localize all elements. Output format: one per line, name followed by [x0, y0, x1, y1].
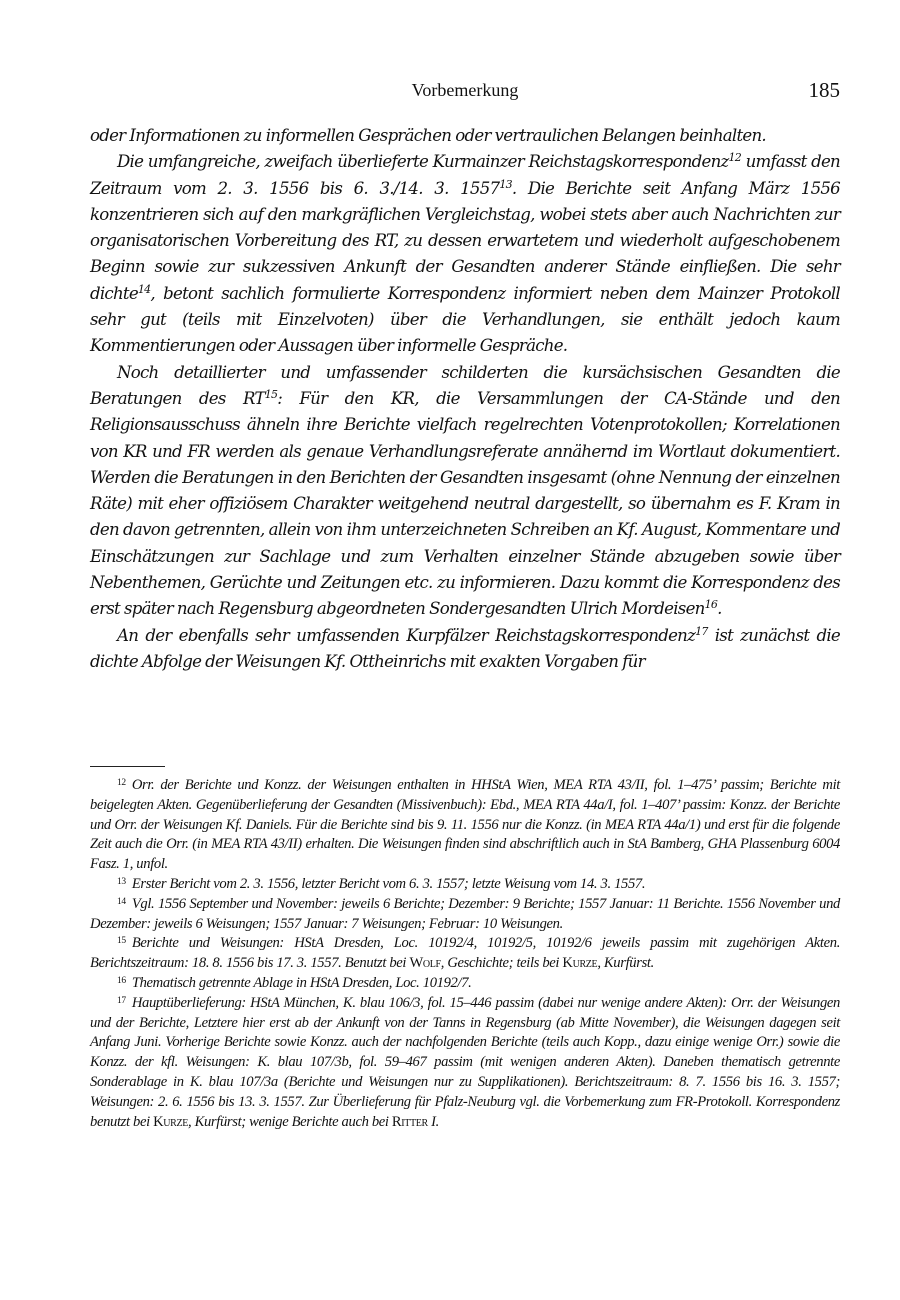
- paragraph-continuation: [90, 123, 840, 149]
- paragraph-text: umfasst den Zeitraum vom 2. 3. 1556 bis 6. 3./14. 3. 1557: [90, 152, 840, 198]
- footnote-text: Erster Bericht vom 2. 3. 1556, letzter Bericht vom 6. 3. 1557; letzte Weisung vom 14. 3. 1557.: [131, 875, 646, 892]
- footnote-text: Hauptüberlieferung: HStA München, K. blau 106/3, fol. 15–446 passim (dabei nur wenige andere Akten): Orr. der Weisungen und der Berichte, Letztere hier erst ab der Ankunft von der Tanns in Regensburg (ab Mitte November), die Weisungen dagegen seit Anfang Juni. Vorherige Berichte sowie Konzz. auch der nachfolgenden Berichte (teils auch Kopp., dazu einige wenige Orr.) sowie die Konzz. der kfl. Weisungen: K. blau 107/3b, fol. 59–467 passim (mit wenigen anderen Akten). Daneben thematisch getrennte Sonderablage in K. blau 107/3a (Berichte und Weisungen nur zu Supplikationen). Berichtszeitraum: 8. 7. 1556 bis 16. 3. 1557; Weisungen: 2. 6. 1556 bis 13. 3. 1557. Zur Überlieferung für Pfalz-Neuburg vgl. die Vorbemerkung zum FR-Protokoll. Korrespondenz benutzt bei: [90, 994, 840, 1130]
- footnote-number: 13: [117, 876, 126, 887]
- main-text: [90, 123, 840, 675]
- author-name: Kurze: [562, 955, 598, 972]
- footnote-14: [90, 895, 840, 935]
- paragraph-kurmainz: [90, 149, 840, 359]
- footnote-17: [90, 994, 840, 1133]
- footnote-text: Vgl. 1556 September und November: jeweils 6 Berichte; Dezember: 9 Berichte; 1557 Januar: 11 Berichte. 1556 November und Dezember: jeweils 6 Weisungen; 1557 Januar: 7 Weisungen; Februar: 10 Weisungen.: [90, 895, 840, 932]
- footnote-text: , Kurfürst.: [597, 955, 654, 972]
- paragraph-text: Noch detaillierter und umfassender schilderten die kursächsischen Gesandten die Beratungen des RT: [90, 362, 840, 408]
- paragraph-kursachsen: [90, 360, 840, 623]
- running-head: Vorbemerkung: [411, 80, 519, 100]
- footnote-ref[interactable]: 15: [264, 387, 278, 401]
- paragraph-kurpfalz: [90, 623, 840, 676]
- footnote-text: , Kurfürst; wenige Berichte auch bei: [188, 1113, 392, 1130]
- footnote-number: 12: [117, 778, 126, 788]
- paragraph-text: .: [717, 599, 722, 619]
- paragraph-text: oder Informationen zu informellen Gesprächen oder vertraulichen Belangen beinhalten.: [90, 126, 766, 145]
- footnote-ref[interactable]: 12: [728, 151, 742, 165]
- paragraph-text: : Für den KR, die Versammlungen der CA-Stände und den Religionsausschuss ähneln ihre Berichte vielfach regelrechten Votenprotokollen; Korrelationen von KR und FR werden als genaue Verhandlungsreferate annähernd im Wortlaut dokumentiert. Werden die Beratungen in den Berichten der Gesandten insgesamt (ohne Nennung der einzelnen Räte) mit eher offiziösem Charakter weitgehend neutral dargestellt, so übernahm es F. Kram in den davon getrennten, allein von ihm unterzeichneten Schreiben an Kf. August, Kommentare und Einschätzungen zur Sachlage und zum Verhalten einzelner Stände abzugeben sowie über Nebenthemen, Gerüchte und Zeitungen etc. zu informieren. Dazu kommt die Korrespondenz des erst später nach Regensburg abgeordneten Sondergesandten Ulrich Mordeisen: [90, 388, 840, 619]
- footnote-text: , Geschichte; teils bei: [440, 955, 563, 972]
- author-name: Kurze: [153, 1113, 188, 1130]
- footnote-16: [90, 974, 840, 994]
- footnote-13: [90, 875, 840, 895]
- footnote-ref[interactable]: 17: [695, 624, 708, 638]
- footnote-number: 14: [117, 896, 126, 907]
- footnote-ref[interactable]: 14: [137, 282, 151, 296]
- footnote-ref[interactable]: 16: [704, 598, 718, 612]
- footnote-text: Orr. der Berichte und Konzz. der Weisungen enthalten in HHStA Wien, MEA RTA 43/II, fol. 1–475’ passim; Berichte mit beigelegten Akten. Gegenüberlieferung der Gesandten (Missivenbuch): Ebd., MEA RTA 44a/I, fol. 1–407’ passim: Konzz. der Berichte und Orr. der Weisungen Kf. Daniels. Für die Berichte sind bis 9. 11. 1556 nur die Konzz. (in MEA RTA 44a/1) und erst für die folgende Zeit auch die Orr. (in MEA RTA 43/II) erhalten. Die Weisungen finden sind abschriftlich auch in StA Bamberg, GHA Plassenburg 6004 Fasz. 1, unfol.: [90, 777, 840, 873]
- page-header: [90, 80, 840, 110]
- footnotes: [90, 776, 840, 1132]
- paragraph-text: ist zunächst die dichte Abfolge der Weisungen Kf. Ottheinrichs mit exakten Vorgaben für: [90, 625, 840, 671]
- author-name: Wolf: [409, 955, 441, 972]
- footnote-text: I.: [427, 1113, 439, 1130]
- footnote-text: Thematisch getrennte Ablage in HStA Dresden, Loc. 10192/7.: [131, 974, 472, 991]
- author-name: Ritter: [391, 1113, 428, 1130]
- footnote-15: [90, 934, 840, 974]
- paragraph-text: . Die Berichte seit Anfang März 1556 konzentrieren sich auf den markgräflichen Vergleichstag, wobei stets aber auch Nachrichten zur organisatorischen Vorbereitung des RT, zu dessen erwartetem und wiederholt aufgeschobenem Beginn sowie zur sukzessiven Ankunft der Gesandten anderer Stände einfließen. Die sehr dichte: [90, 178, 840, 303]
- footnote-number: 16: [117, 975, 126, 986]
- paragraph-text: Die umfangreiche, zweifach überlieferte Kurmainzer Reichstagskorrespondenz: [117, 152, 729, 172]
- footnote-number: 15: [117, 936, 126, 947]
- paragraph-text: , betont sachlich formulierte Korrespondenz informiert neben dem Mainzer Protokoll sehr gut (teils mit Einzelvoten) über die Verhandlungen, sie enthält jedoch kaum Kommentierungen oder Aussagen über informelle Gespräche.: [90, 283, 840, 356]
- footnote-text: Berichte und Weisungen: HStA Dresden, Loc. 10192/4, 10192/5, 10192/6 jeweils passim mit zugehörigen Akten. Berichtszeitraum: 18. 8. 1556 bis 17. 3. 1557. Benutzt bei: [90, 935, 840, 972]
- footnote-number: 17: [117, 995, 126, 1006]
- paragraph-text: An der ebenfalls sehr umfassenden Kurpfälzer Reichstagskorrespondenz: [117, 625, 696, 645]
- footnote-divider: [90, 766, 165, 767]
- page-number: 185: [808, 78, 840, 102]
- footnote-ref[interactable]: 13: [499, 177, 512, 191]
- footnote-12: [90, 776, 840, 875]
